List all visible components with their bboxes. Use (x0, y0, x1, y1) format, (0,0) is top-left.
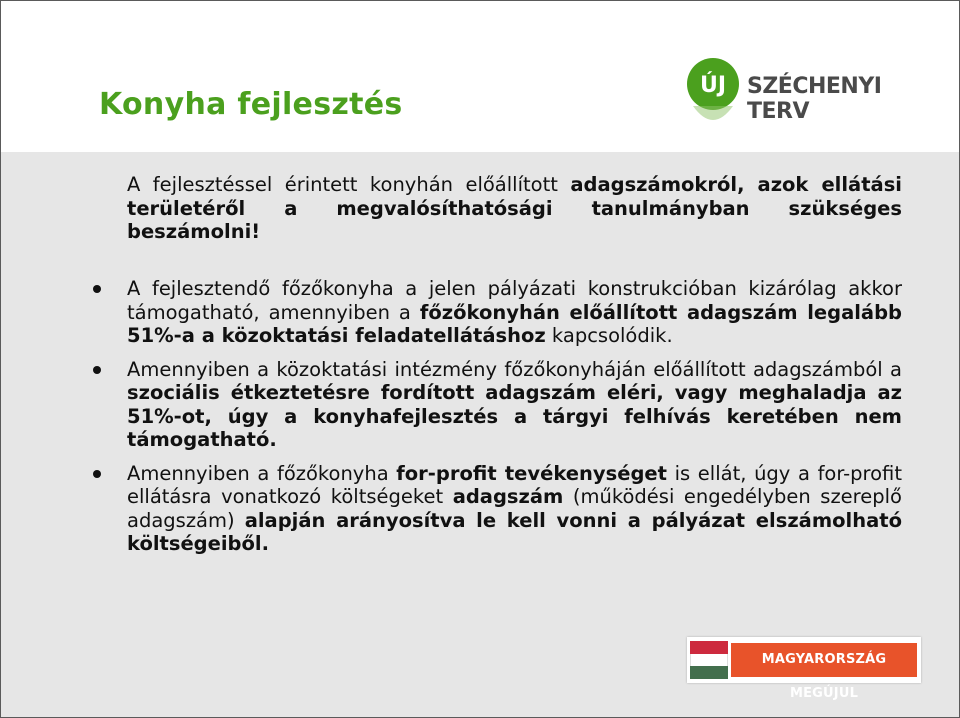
bullet-3-bold-3: alapján arányosítva le kell vonni a pályázat elszámolható költségeiből. (127, 508, 902, 555)
bullet-icon (93, 366, 101, 374)
uj-badge-text: ÚJ (699, 73, 727, 98)
logo-text: SZÉCHENYI TERV (747, 74, 882, 124)
uj-badge-icon (685, 56, 747, 136)
szechenyi-terv-logo (685, 56, 935, 136)
list-item (1, 277, 959, 348)
bullet-3-bold-2: adagszám (452, 485, 564, 508)
bullet-2-text: Amennyiben a közoktatási intézmény főzőkonyháján előállított adagszámból a (127, 357, 902, 381)
intro-bold: adagszámokról, azok ellátási területéről a megvalósíthatósági tanulmányban szükséges beszámolni! (127, 173, 902, 243)
bullet-icon (93, 470, 101, 478)
bullet-icon (93, 285, 101, 293)
bullet-1-text: A fejlesztendő főzőkonyha a jelen pályázati konstrukcióban kizárólag akkor támogatható, amennyiben a (127, 277, 902, 324)
magyarorszag-megujul-logo (687, 637, 921, 701)
page-title: Konyha fejlesztés (99, 87, 403, 122)
bullet-text (127, 462, 902, 556)
list-item (1, 358, 959, 452)
footer-logo-text: MAGYARORSZÁG MEGÚJUL (731, 643, 917, 677)
list-item (1, 462, 959, 556)
bullet-1-text-end: kapcsolódik. (545, 324, 673, 347)
bullet-3-text: Amennyiben a főzőkonyha (127, 461, 397, 485)
intro-text: A fejlesztéssel érintett konyhán előállított (127, 173, 571, 196)
bullet-1-bold: főzőkonyhán előállított adagszám legalább 51%-a a közoktatási feladatellátáshoz (127, 300, 902, 347)
bullet-3-bold-1: for-profit tevékenységet (396, 461, 667, 485)
content-area (1, 152, 959, 717)
hungarian-flag-icon (690, 641, 728, 679)
intro-paragraph (127, 173, 902, 244)
bullet-2-bold: szociális étkeztetésre fordított adagszám eléri, vagy meghaladja az 51%-ot, úgy a konyhafejlesztés a tárgyi felhívás keretében nem támogatható. (127, 381, 902, 451)
bullet-3-text-3: (működési engedélyben szereplő adagszám) (127, 485, 902, 532)
bullet-text (127, 358, 902, 452)
bullet-3-text-2: is ellát, úgy a for-profit ellátásra vonatkozó költségeket (127, 461, 902, 508)
bullet-text (127, 277, 902, 348)
bullet-list (1, 277, 959, 556)
header (1, 1, 959, 151)
